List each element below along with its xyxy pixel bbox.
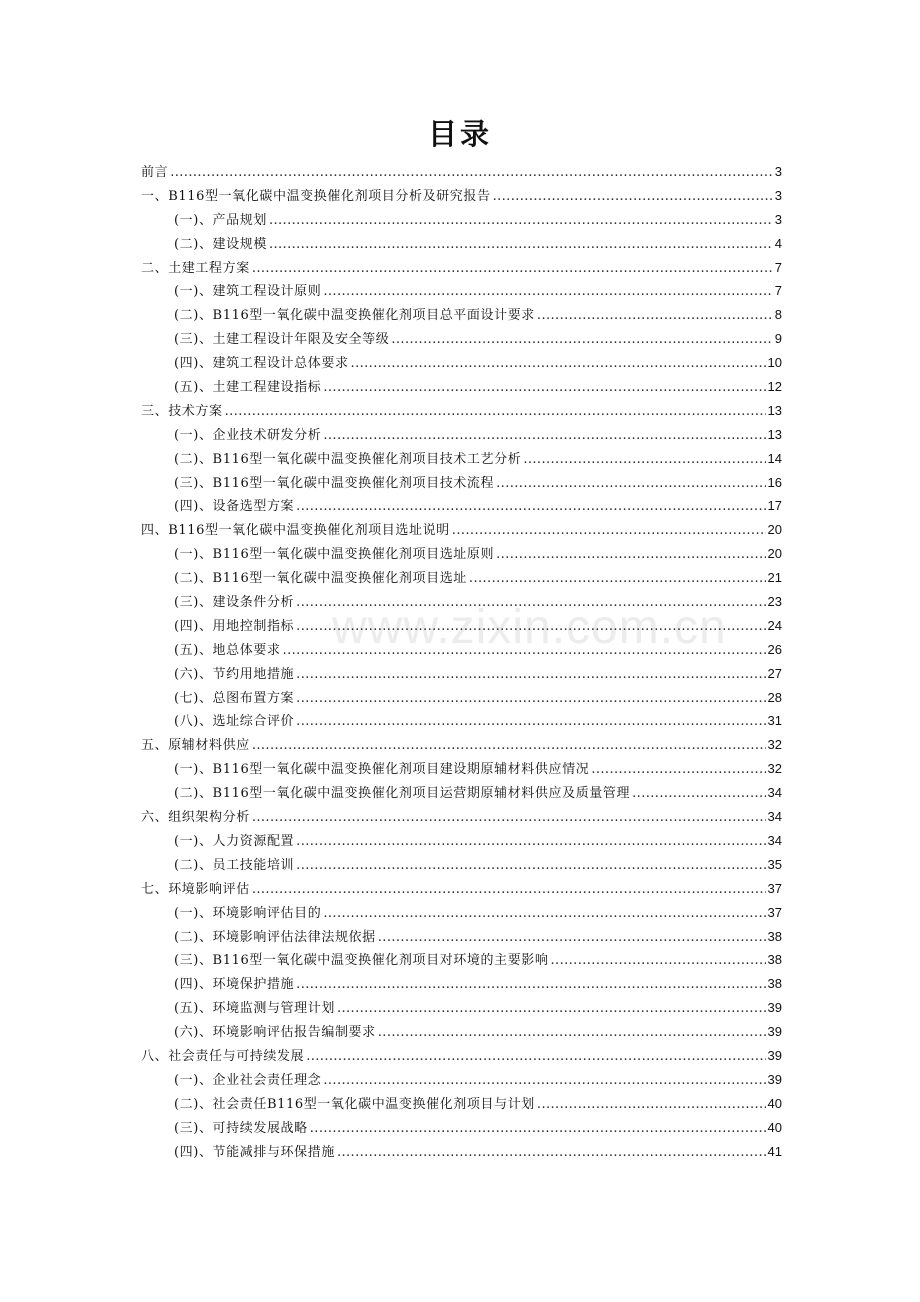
toc-entry-label: 七、环境影响评估 — [141, 881, 250, 897]
toc-entry-label: (四)、环境保护措施 — [174, 977, 295, 993]
toc-entry-label: (一)、建筑工程设计原则 — [174, 284, 322, 300]
dot-leader — [496, 472, 765, 496]
toc-subentry[interactable] — [141, 351, 782, 375]
toc-entry-label: (一)、企业社会责任理念 — [174, 1072, 322, 1088]
toc-entry[interactable] — [141, 518, 782, 542]
toc-entry-label: (一)、B116型一氧化碳中温变换催化剂项目选址原则 — [174, 547, 495, 563]
toc-entry[interactable] — [141, 877, 782, 901]
toc-entry-page-number: 17 — [767, 498, 782, 514]
toc-subentry[interactable] — [141, 829, 782, 853]
dot-leader — [537, 1093, 766, 1117]
toc-entry-page-number: 7 — [774, 283, 782, 299]
toc-subentry[interactable] — [141, 303, 782, 327]
toc-entry[interactable] — [141, 184, 782, 208]
toc-entry-page-number: 24 — [767, 617, 782, 633]
toc-entry-page-number: 8 — [774, 307, 782, 323]
toc-entry[interactable] — [141, 1044, 782, 1068]
toc-entry-page-number: 9 — [774, 331, 782, 347]
toc-entry[interactable] — [141, 733, 782, 757]
toc-entry-label: (二)、建设规模 — [174, 236, 267, 252]
dot-leader — [170, 161, 773, 185]
dot-leader — [632, 782, 765, 806]
dot-leader — [296, 973, 765, 997]
page-title: 目录 — [427, 117, 492, 151]
dot-leader — [225, 400, 766, 424]
toc-entry-page-number: 14 — [767, 450, 782, 466]
toc-entry-page-number: 32 — [767, 737, 782, 753]
toc-entry-label: (三)、建设条件分析 — [174, 595, 295, 611]
toc-entry-label: (一)、产品规划 — [174, 212, 267, 228]
toc-entry-label: 八、社会责任与可持续发展 — [141, 1048, 305, 1064]
dot-leader — [252, 806, 766, 830]
toc-subentry[interactable] — [141, 542, 782, 566]
toc-entry-label: (三)、B116型一氧化碳中温变换催化剂项目技术流程 — [174, 475, 495, 491]
dot-leader — [296, 854, 765, 878]
toc-subentry[interactable] — [141, 996, 782, 1020]
toc-entry-page-number: 28 — [767, 689, 782, 705]
toc-subentry[interactable] — [141, 494, 782, 518]
dot-leader — [296, 591, 765, 615]
dot-leader — [591, 758, 765, 782]
toc-entry-label: (二)、环境影响评估法律法规依据 — [174, 929, 376, 945]
toc-entry-label: (二)、B116型一氧化碳中温变换催化剂项目选址 — [174, 571, 467, 587]
toc-entry-page-number: 4 — [774, 235, 782, 251]
toc-entry-label: (五)、地总体要求 — [174, 642, 281, 658]
toc-entry-label: (六)、环境影响评估报告编制要求 — [174, 1025, 376, 1041]
toc-entry-label: 一、B116型一氧化碳中温变换催化剂项目分析及研究报告 — [141, 188, 491, 204]
dot-leader — [469, 567, 766, 591]
toc-entry-page-number: 38 — [767, 952, 782, 968]
toc-entry-page-number: 16 — [767, 474, 782, 490]
toc-subentry[interactable] — [141, 901, 782, 925]
toc-entry-page-number: 20 — [767, 546, 782, 562]
toc-subentry[interactable] — [141, 614, 782, 638]
dot-leader — [296, 615, 765, 639]
toc-entry-page-number: 39 — [767, 1024, 782, 1040]
toc-entry-page-number: 3 — [774, 187, 782, 203]
toc-entry[interactable] — [141, 399, 782, 423]
toc-entry-label: (二)、社会责任B116型一氧化碳中温变换催化剂项目与计划 — [174, 1096, 535, 1112]
toc-entry-page-number: 34 — [767, 785, 782, 801]
toc-entry-page-number: 12 — [767, 379, 782, 395]
toc-entry[interactable] — [141, 805, 782, 829]
dot-leader — [323, 902, 765, 926]
toc-entry-label: 五、原辅材料供应 — [141, 738, 250, 754]
dot-leader — [551, 949, 766, 973]
toc-entry-page-number: 37 — [767, 904, 782, 920]
toc-subentry[interactable] — [141, 566, 782, 590]
toc-entry-label: (六)、节约用地措施 — [174, 666, 295, 682]
toc-subentry[interactable] — [141, 471, 782, 495]
dot-leader — [452, 519, 766, 543]
toc-entry-label: (一)、企业技术研发分析 — [174, 427, 322, 443]
dot-leader — [523, 448, 765, 472]
toc-subentry[interactable] — [141, 279, 782, 303]
dot-leader — [323, 1069, 765, 1093]
toc-entry-page-number: 39 — [767, 1047, 782, 1063]
toc-entry-label: 前言 — [141, 165, 169, 180]
dot-leader — [252, 734, 766, 758]
dot-leader — [323, 424, 765, 448]
toc-entry-label: (四)、建筑工程设计总体要求 — [174, 356, 349, 372]
toc-entry-label: (七)、总图布置方案 — [174, 690, 295, 706]
toc-entry-page-number: 23 — [767, 594, 782, 610]
toc-subentry[interactable] — [141, 1116, 782, 1140]
dot-leader — [252, 257, 773, 281]
dot-leader — [337, 1141, 766, 1165]
dot-leader — [351, 352, 766, 376]
toc-entry-page-number: 13 — [767, 426, 782, 442]
toc-subentry[interactable] — [141, 1020, 782, 1044]
dot-leader — [493, 185, 773, 209]
toc-subentry[interactable] — [141, 925, 782, 949]
dot-leader — [296, 830, 765, 854]
toc-subentry[interactable] — [141, 1140, 782, 1164]
toc-entry-page-number: 34 — [767, 809, 782, 825]
toc-entry[interactable] — [141, 256, 782, 280]
dot-leader — [310, 1117, 766, 1141]
toc-entry-page-number: 3 — [774, 164, 782, 179]
dot-leader — [296, 710, 765, 734]
toc-entry-label: (一)、B116型一氧化碳中温变换催化剂项目建设期原辅材料供应情况 — [174, 762, 590, 778]
toc-entry-label: (一)、人力资源配置 — [174, 833, 295, 849]
toc-entry-page-number: 41 — [767, 1143, 782, 1159]
toc-entry-page-number: 21 — [767, 570, 782, 586]
dot-leader — [378, 1021, 766, 1045]
dot-leader — [337, 997, 766, 1021]
toc-entry-label: (八)、选址综合评价 — [174, 714, 295, 730]
toc-entry-label: (三)、可持续发展战略 — [174, 1120, 308, 1136]
toc-subentry[interactable] — [141, 327, 782, 351]
dot-leader — [537, 304, 773, 328]
toc-entry-label: (五)、环境监测与管理计划 — [174, 1001, 335, 1017]
toc-entry-page-number: 3 — [774, 211, 782, 227]
toc-entry-page-number: 34 — [767, 832, 782, 848]
watermark: www.zixin.com.cn — [332, 601, 727, 654]
toc-entry-page-number: 10 — [767, 355, 782, 371]
toc-entry-page-number: 39 — [767, 1071, 782, 1087]
dot-leader — [296, 687, 765, 711]
toc-entry-page-number: 38 — [767, 976, 782, 992]
toc-entry-page-number: 40 — [767, 1095, 782, 1111]
toc-subentry[interactable] — [141, 638, 782, 662]
toc-entry-page-number: 7 — [774, 259, 782, 275]
toc-entry-label: (三)、B116型一氧化碳中温变换催化剂项目对环境的主要影响 — [174, 953, 549, 969]
toc-entry-page-number: 13 — [767, 402, 782, 418]
dot-leader — [269, 233, 773, 257]
toc-entry-label: (四)、设备选型方案 — [174, 499, 295, 515]
dot-leader — [306, 1045, 765, 1069]
toc-subentry[interactable] — [141, 781, 782, 805]
dot-leader — [323, 376, 765, 400]
toc-entry-label: 三、技术方案 — [141, 403, 223, 419]
toc-subentry[interactable] — [141, 853, 782, 877]
toc-entry-label: (四)、用地控制指标 — [174, 618, 295, 634]
toc-entry-page-number: 37 — [767, 880, 782, 896]
table-of-contents — [141, 160, 782, 1163]
toc-entry-page-number: 31 — [767, 713, 782, 729]
toc-entry-label: (三)、土建工程设计年限及安全等级 — [174, 332, 390, 348]
dot-leader — [323, 280, 772, 304]
toc-entry-label: 四、B116型一氧化碳中温变换催化剂项目选址说明 — [141, 523, 450, 539]
dot-leader — [296, 495, 765, 519]
toc-entry-page-number: 32 — [767, 761, 782, 777]
toc-subentry[interactable] — [141, 972, 782, 996]
toc-subentry[interactable] — [141, 375, 782, 399]
dot-leader — [296, 663, 765, 687]
toc-subentry[interactable] — [141, 590, 782, 614]
dot-leader — [391, 328, 772, 352]
dot-leader — [252, 878, 766, 902]
toc-subentry[interactable] — [141, 447, 782, 471]
toc-entry-label: 六、组织架构分析 — [141, 810, 250, 826]
dot-leader — [378, 926, 766, 950]
toc-entry-label: (二)、B116型一氧化碳中温变换催化剂项目技术工艺分析 — [174, 451, 522, 467]
toc-entry-page-number: 39 — [767, 1000, 782, 1016]
dot-leader — [269, 209, 773, 233]
toc-subentry[interactable] — [141, 232, 782, 256]
toc-subentry[interactable] — [141, 757, 782, 781]
toc-entry-label: (五)、土建工程建设指标 — [174, 380, 322, 396]
toc-entry-label: 二、土建工程方案 — [141, 260, 250, 276]
toc-subentry[interactable] — [141, 1068, 782, 1092]
toc-entry-page-number: 35 — [767, 856, 782, 872]
toc-subentry[interactable] — [141, 709, 782, 733]
toc-entry-page-number: 40 — [767, 1119, 782, 1135]
toc-entry-page-number: 20 — [767, 522, 782, 538]
toc-entry-label: (四)、节能减排与环保措施 — [174, 1144, 335, 1160]
toc-entry-label: (二)、B116型一氧化碳中温变换催化剂项目运营期原辅材料供应及质量管理 — [174, 786, 631, 802]
toc-subentry[interactable] — [141, 1092, 782, 1116]
toc-entry-label: (一)、环境影响评估目的 — [174, 905, 322, 921]
toc-entry-label: (二)、员工技能培训 — [174, 857, 295, 873]
toc-subentry[interactable] — [141, 686, 782, 710]
toc-entry-label: (二)、B116型一氧化碳中温变换催化剂项目总平面设计要求 — [174, 308, 535, 324]
toc-entry-page-number: 38 — [767, 928, 782, 944]
toc-subentry[interactable] — [141, 208, 782, 232]
dot-leader — [283, 639, 766, 663]
toc-subentry[interactable] — [141, 662, 782, 686]
toc-entry-page-number: 27 — [767, 665, 782, 681]
dot-leader — [496, 543, 765, 567]
toc-entry-page-number: 26 — [767, 641, 782, 657]
toc-subentry[interactable] — [141, 948, 782, 972]
toc-entry[interactable] — [141, 160, 782, 184]
toc-subentry[interactable] — [141, 423, 782, 447]
